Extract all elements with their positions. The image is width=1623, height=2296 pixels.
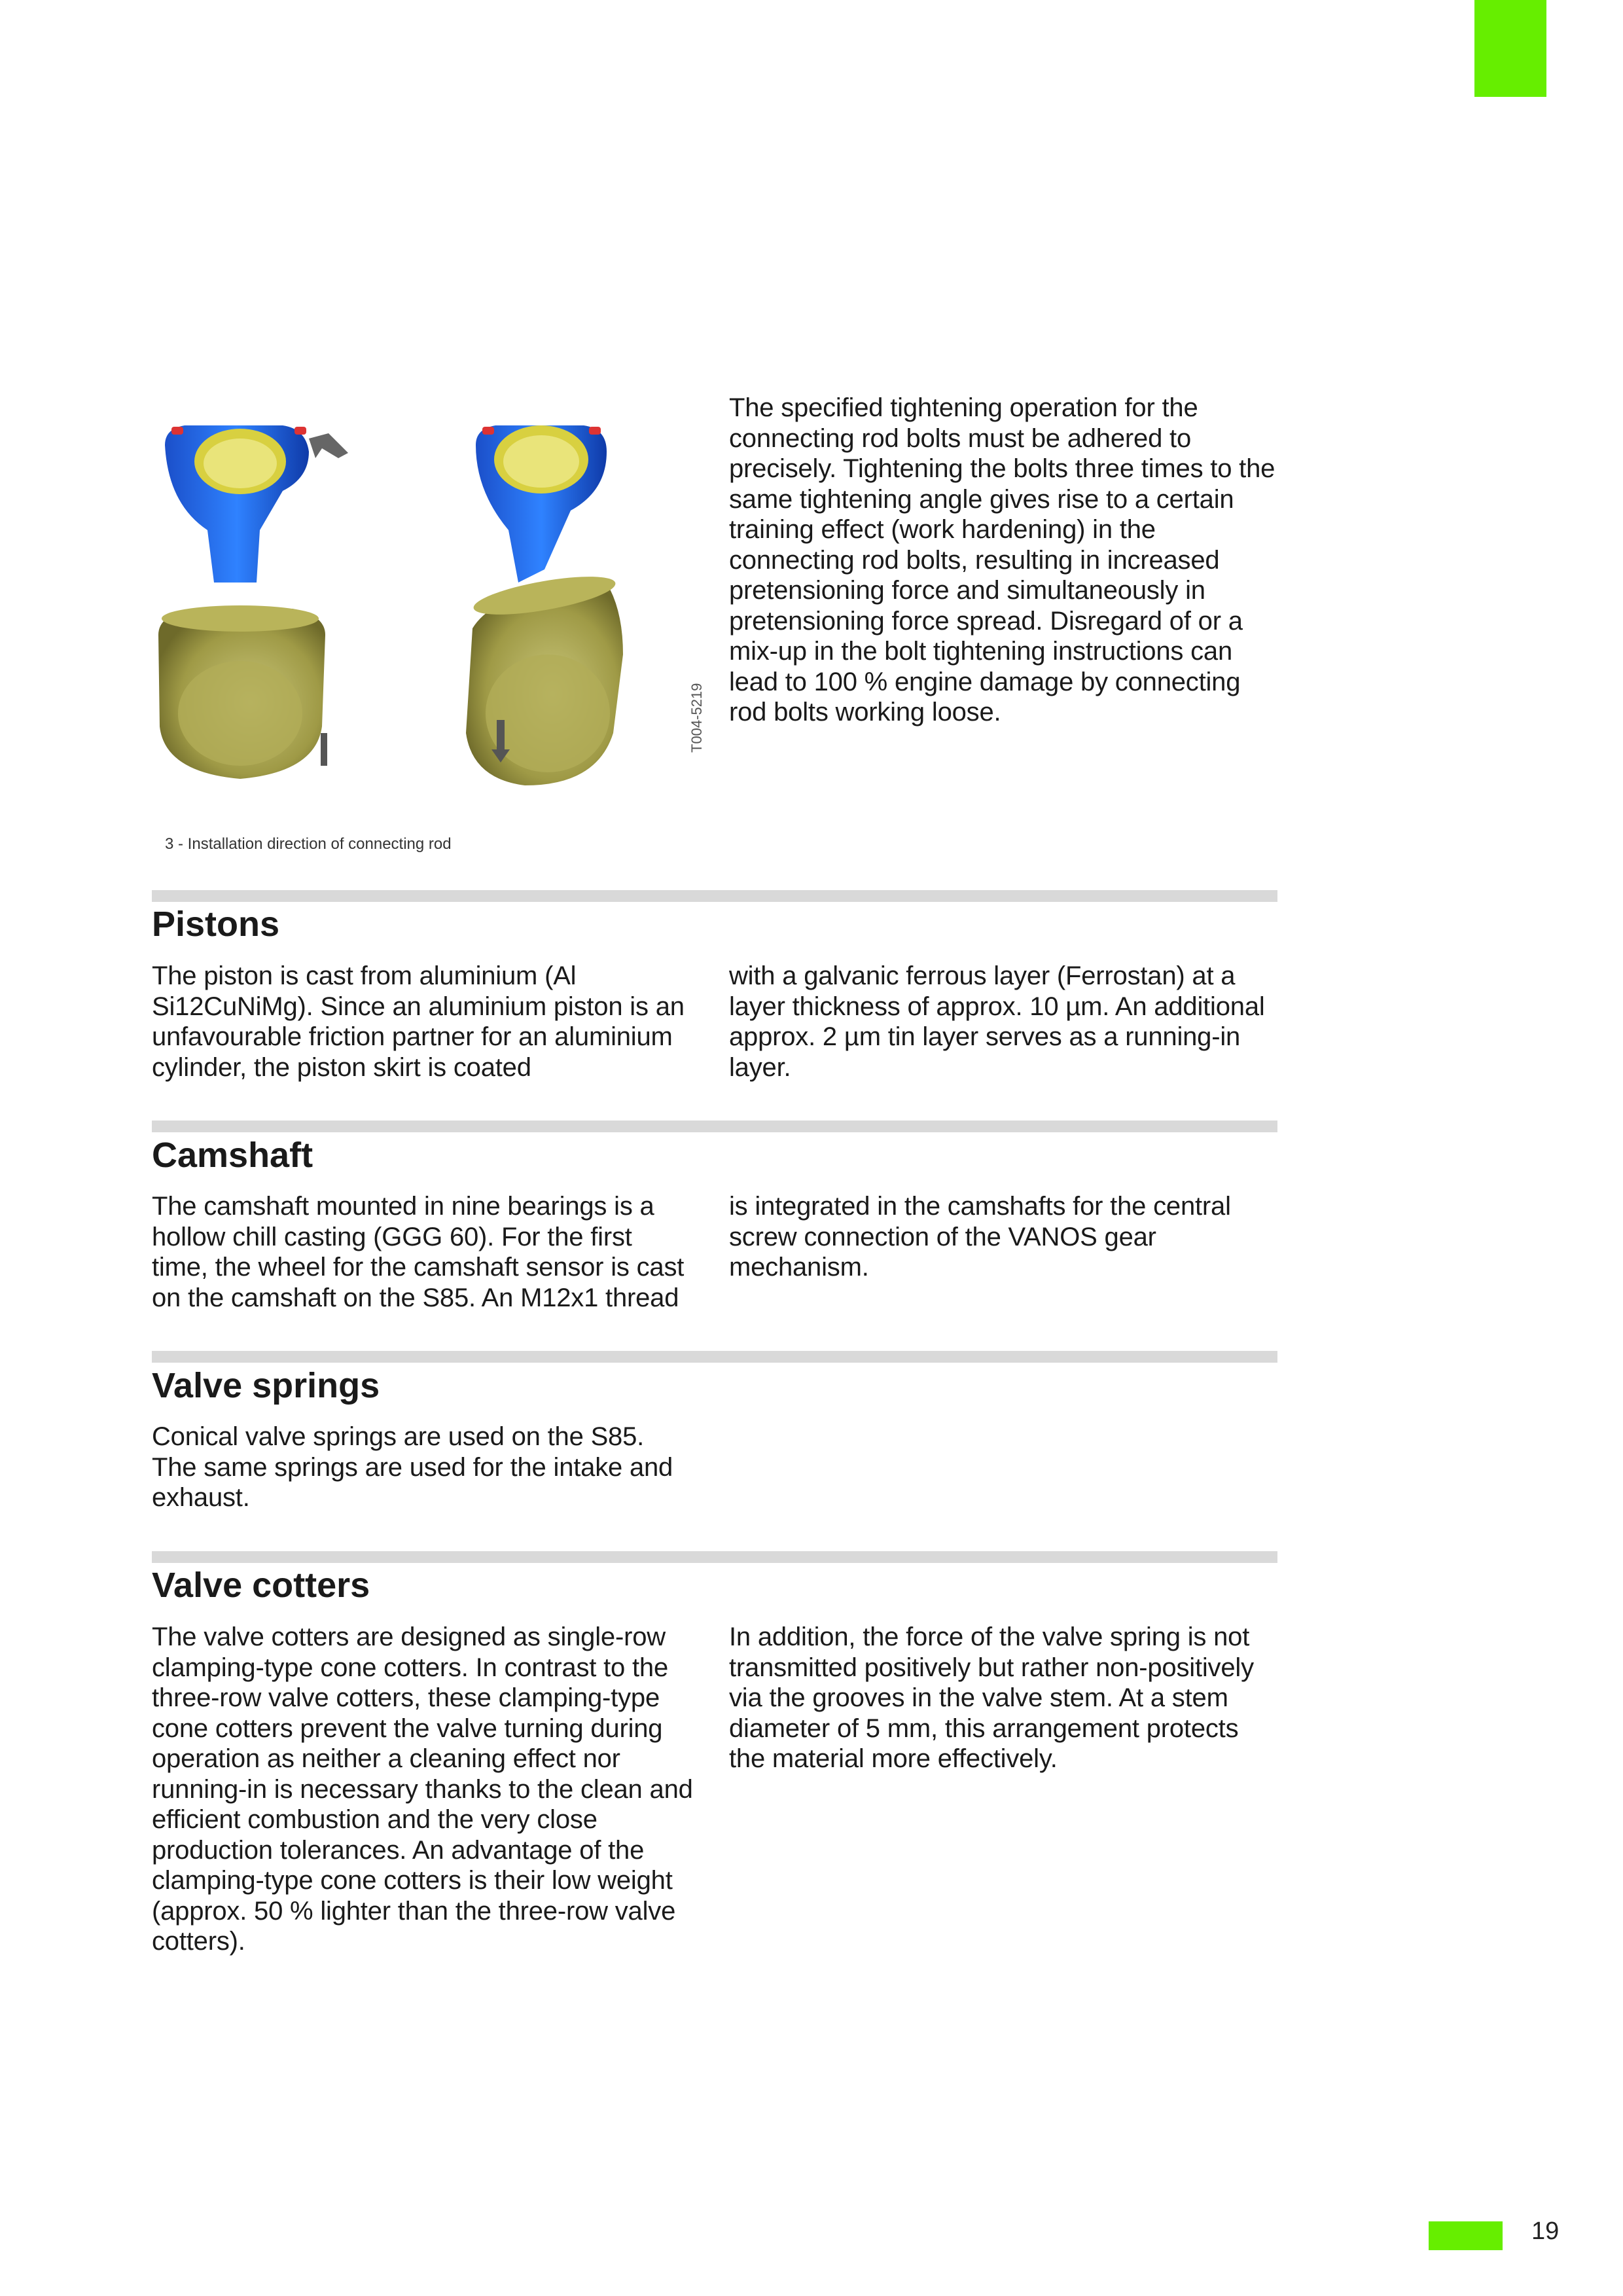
figure-caption: 3 - Installation direction of connecting rod bbox=[165, 835, 452, 853]
page-tab-top bbox=[1474, 0, 1546, 97]
connecting-rod-left bbox=[158, 425, 348, 779]
section-title-valve-springs: Valve springs bbox=[152, 1366, 380, 1405]
section-divider bbox=[152, 1121, 1277, 1132]
valve-cotters-text-left: The valve cotters are designed as single-row clamping-type cone cotters. In contrast to the three-row valve cotters, these clamping-type cone cotters prevent the valve turning during operation as neither a cleaning effect nor running-in is necessary thanks to the clean and efficient combustion and the very close production tolerances. An advantage of the clamping-type cone cotters is their low weight (approx. 50 % lighter than the three-row valve cotters). bbox=[152, 1623, 693, 1956]
pistons-text-right: with a galvanic ferrous layer (Ferrostan) at a layer thickness of approx. 10 µm. An additional approx. 2 µm tin layer serves as a running-in layer. bbox=[729, 961, 1265, 1082]
pistons-text-left: The piston is cast from aluminium (Al Si12CuNiMg). Since an aluminium piston is an unfavourable friction partner for an aluminium cylinder, the piston skirt is coated bbox=[152, 961, 685, 1082]
section-divider bbox=[152, 890, 1277, 902]
camshaft-text-right: is integrated in the camshafts for the central screw connection of the VANOS gear mechanism. bbox=[729, 1192, 1231, 1282]
valve-springs-text-left: Conical valve springs are used on the S85. The same springs are used for the intake and exhaust. bbox=[152, 1422, 673, 1512]
camshaft-text-left: The camshaft mounted in nine bearings is a hollow chill casting (GGG 60). For the first time, the wheel for the camshaft sensor is cast on the camshaft on the S85. An M12x1 thread bbox=[152, 1192, 685, 1312]
section-divider bbox=[152, 1351, 1277, 1363]
valve-cotters-text-right: In addition, the force of the valve spring is not transmitted positively but rather non-positively via the grooves in the valve stem. At a stem diameter of 5 mm, this arrangement protects the material more effectively. bbox=[729, 1623, 1254, 1773]
intro-paragraph: The specified tightening operation for the connecting rod bolts must be adhered to precisely. Tightening the bolts three times to the same tightening angle gives rise to a certain training effect (work hardening) in the connecting rod bolts, resulting in increased pretensioning force and simultaneously in pretensioning force spread. Disregard of or a mix-up in the bolt tightening instructions can lead to 100 % engine damage by connecting rod bolts working loose. bbox=[729, 393, 1275, 726]
figure-code: T004-5219 bbox=[688, 683, 705, 753]
connecting-rod-figure bbox=[152, 419, 702, 825]
section-title-valve-cotters: Valve cotters bbox=[152, 1566, 370, 1605]
connecting-rod-right bbox=[466, 425, 623, 785]
section-title-camshaft: Camshaft bbox=[152, 1136, 313, 1175]
section-title-pistons: Pistons bbox=[152, 905, 280, 944]
section-divider bbox=[152, 1551, 1277, 1563]
page-number: 19 bbox=[1531, 2217, 1560, 2245]
page-tab-bottom bbox=[1429, 2221, 1503, 2250]
